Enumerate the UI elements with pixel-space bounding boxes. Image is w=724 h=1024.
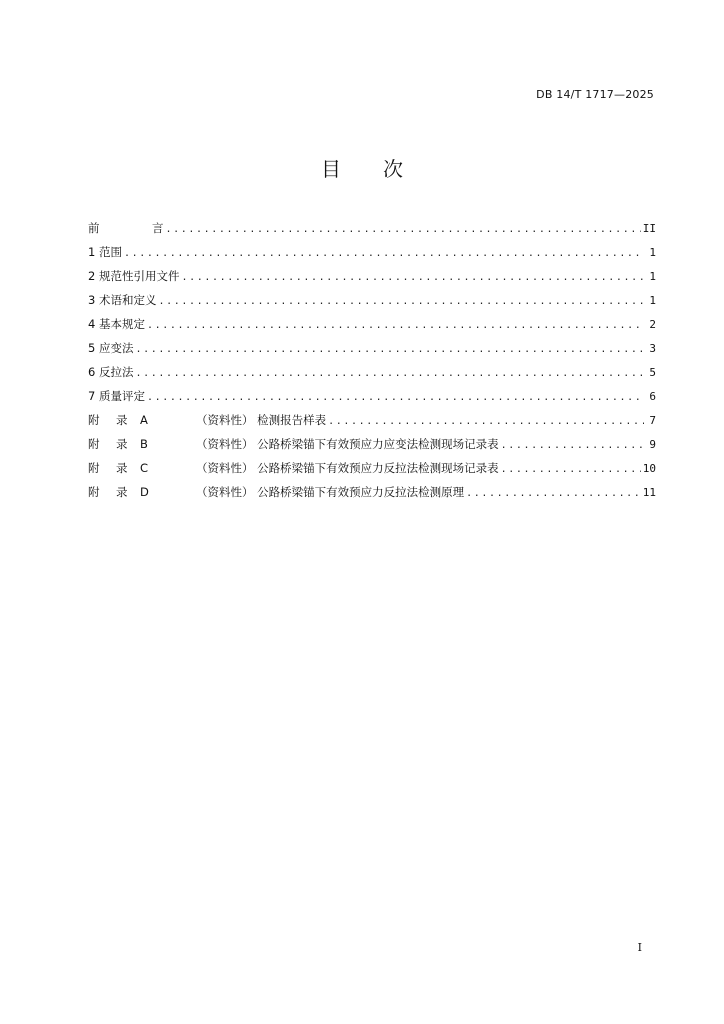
toc-leader-dots <box>124 245 644 263</box>
toc-entry-page: 11 <box>642 486 656 499</box>
toc-leader-dots <box>147 317 644 335</box>
document-code: DB 14/T 1717—2025 <box>536 88 654 101</box>
appendix-title: 公路桥梁锚下有效预应力反拉法检测现场记录表 <box>257 461 499 475</box>
toc-entry-page: 9 <box>649 438 656 451</box>
toc-leader-dots <box>328 413 644 431</box>
toc-entry-appendix-a[interactable] <box>88 411 656 435</box>
appendix-letter: A <box>140 413 148 427</box>
toc-entry-page: 7 <box>649 414 656 427</box>
toc-leader-dots <box>501 461 641 479</box>
toc-leader-dots <box>147 389 644 407</box>
toc-entry-normative-references[interactable] <box>88 267 656 291</box>
appendix-letter: D <box>140 485 149 499</box>
preface-char-1: 前 <box>88 221 100 235</box>
toc-entry-label: 3 术语和定义 <box>88 293 157 307</box>
toc-entry-label: 4 基本规定 <box>88 317 145 331</box>
toc-entry-page: 2 <box>649 318 656 331</box>
toc-entry-strain-method[interactable] <box>88 339 656 363</box>
toc-entry-scope[interactable] <box>88 243 656 267</box>
appendix-title: 公路桥梁锚下有效预应力应变法检测现场记录表 <box>257 437 499 451</box>
toc-title-char-1: 目 <box>321 157 341 181</box>
page-number: I <box>637 941 642 954</box>
toc-leader-dots <box>181 269 644 287</box>
appendix-word-1: 附 <box>88 461 100 475</box>
toc-entry-page: 1 <box>649 270 656 283</box>
toc-entry-lift-off-method[interactable] <box>88 363 656 387</box>
toc-title-char-2: 次 <box>383 157 403 181</box>
toc-leader-dots <box>466 485 641 503</box>
appendix-title: 公路桥梁锚下有效预应力反拉法检测原理 <box>257 485 465 499</box>
toc-entry-label: 6 反拉法 <box>88 365 134 379</box>
appendix-word-1: 附 <box>88 437 100 451</box>
appendix-type: （资料性） <box>196 485 254 499</box>
appendix-word-2: 录 <box>116 461 128 475</box>
toc-leader-dots <box>135 365 644 383</box>
toc-entry-terms-definitions[interactable] <box>88 291 656 315</box>
toc-entry-appendix-b[interactable] <box>88 435 656 459</box>
appendix-letter: C <box>140 461 149 475</box>
toc-entry-label <box>88 459 499 477</box>
toc-entry-appendix-c[interactable] <box>88 459 656 483</box>
toc-entry-page: 5 <box>649 366 656 379</box>
toc-leader-dots <box>501 437 644 455</box>
toc-entry-label <box>88 483 464 501</box>
toc-entry-label: 5 应变法 <box>88 341 134 355</box>
appendix-letter: B <box>140 437 148 451</box>
toc-entry-page: 1 <box>649 294 656 307</box>
toc-leader-dots <box>166 221 641 239</box>
appendix-word-2: 录 <box>116 413 128 427</box>
preface-char-2: 言 <box>152 221 164 235</box>
toc-entry-page: 3 <box>649 342 656 355</box>
toc-entry-appendix-d[interactable] <box>88 483 656 507</box>
toc-entry-label: 1 范围 <box>88 245 122 259</box>
toc-entry-basic-provisions[interactable] <box>88 315 656 339</box>
toc-entry-page: II <box>642 222 656 235</box>
toc-entry-label: 7 质量评定 <box>88 389 145 403</box>
toc-entry-page: 6 <box>649 390 656 403</box>
toc-leader-dots <box>158 293 644 311</box>
toc-entry-label <box>88 219 164 237</box>
table-of-contents <box>88 219 656 507</box>
toc-entry-page: 1 <box>649 246 656 259</box>
toc-title <box>0 153 724 182</box>
toc-entry-quality-evaluation[interactable] <box>88 387 656 411</box>
appendix-type: （资料性） <box>196 461 254 475</box>
appendix-word-2: 录 <box>116 437 128 451</box>
toc-entry-preface[interactable] <box>88 219 656 243</box>
toc-entry-label: 2 规范性引用文件 <box>88 269 180 283</box>
appendix-word-1: 附 <box>88 413 100 427</box>
appendix-word-2: 录 <box>116 485 128 499</box>
toc-entry-label <box>88 411 326 429</box>
toc-leader-dots <box>135 341 644 359</box>
appendix-word-1: 附 <box>88 485 100 499</box>
toc-entry-label <box>88 435 499 453</box>
appendix-type: （资料性） <box>196 437 254 451</box>
toc-entry-page: 10 <box>642 462 656 475</box>
appendix-title: 检测报告样表 <box>257 413 327 427</box>
appendix-type: （资料性） <box>196 413 254 427</box>
